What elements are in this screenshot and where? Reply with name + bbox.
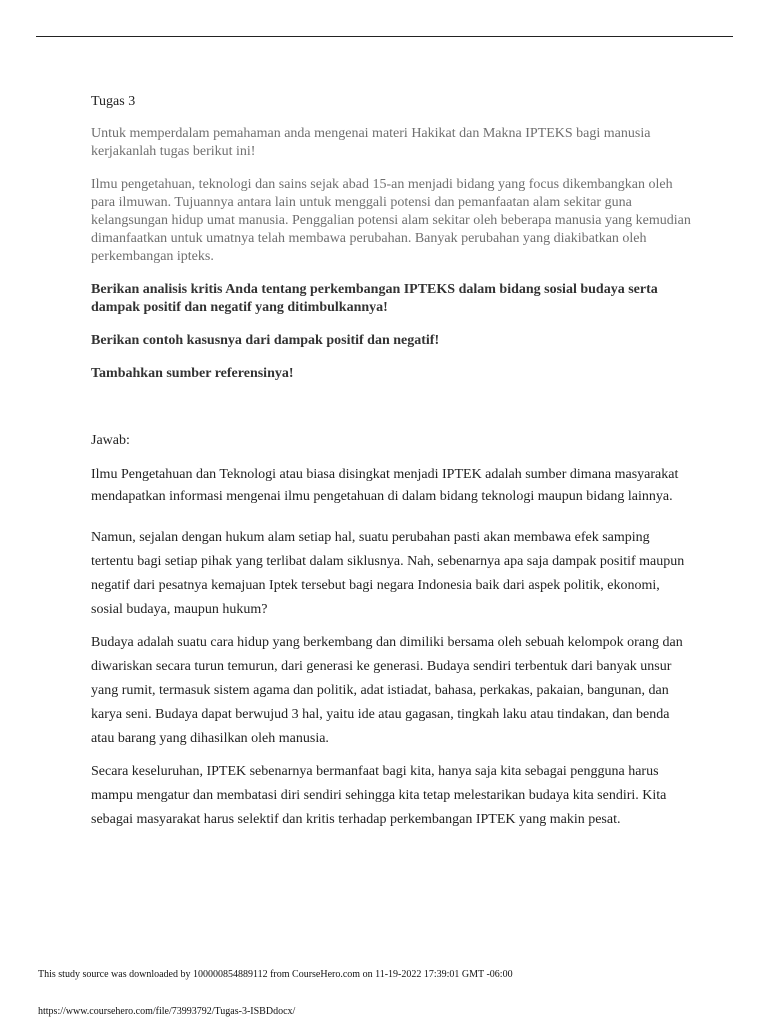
download-source-note: This study source was downloaded by 100000854889112 from CourseHero.com on 11-19-2022 17:39:01 GMT -06:00 bbox=[38, 969, 513, 980]
context-paragraph: Ilmu pengetahuan, teknologi dan sains sejak abad 15-an menjadi bidang yang focus dikembangkan oleh para ilmuwan. Tujuannya antara lain untuk menggali potensi dan pemanfaatan alam sekitar guna kelangsungan hidup umat manusia. Penggalian potensi alam sekitar oleh beberapa manusia yang kemudian dimanfaatkan untuk umatnya telah membawa perubahan. Banyak perubahan yang diakibatkan oleh perkembangan ipteks. bbox=[91, 177, 691, 264]
document-title: Tugas 3 bbox=[91, 94, 136, 109]
top-divider bbox=[36, 36, 733, 37]
answer-paragraph-4: Secara keseluruhan, IPTEK sebenarnya bermanfaat bagi kita, hanya saja kita sebagai pengguna harus mampu mengatur dan membatasi diri sendiri sehingga kita tetap melestarikan budaya kita sendiri. Kita sebagai masyarakat harus selektif dan kritis terhadap perkembangan IPTEK yang makin pesat. bbox=[91, 764, 667, 827]
document-body bbox=[91, 92, 691, 841]
answer-paragraph-2: Namun, sejalan dengan hukum alam setiap hal, suatu perubahan pasti akan membawa efek samping tertentu bagi setiap pihak yang terlibat dalam siklusnya. Nah, sebenarnya apa saja dampak positif maupun negatif dari pesatnya kemajuan Iptek tersebut bagi negara Indonesia baik dari aspek politik, ekonomi, sosial budaya, maupun hukum? bbox=[91, 530, 685, 617]
section-spacer bbox=[91, 398, 691, 432]
intro-paragraph: Untuk memperdalam pemahaman anda mengenai materi Hakikat dan Makna IPTEKS bagi manusia kerjakanlah tugas berikut ini! bbox=[91, 126, 651, 159]
question-2: Berikan contoh kasusnya dari dampak positif dan negatif! bbox=[91, 333, 440, 348]
answer-label: Jawab: bbox=[91, 433, 130, 448]
answer-paragraph-3: Budaya adalah suatu cara hidup yang berkembang dan dimiliki bersama oleh sebuah kelompok orang dan diwariskan secara turun temurun, dari generasi ke generasi. Budaya sendiri terbentuk dari banyak unsur yang rumit, termasuk sistem agama dan politik, adat istiadat, bahasa, perkakas, pakaian, bangunan, dan karya seni. Budaya dapat berwujud 3 hal, yaitu ide atau gagasan, tingkah laku atau tindakan, dan benda atau barang yang dihasilkan oleh manusia. bbox=[91, 635, 683, 746]
source-url[interactable]: https://www.coursehero.com/file/73993792/Tugas-3-ISBDdocx/ bbox=[38, 1006, 296, 1017]
question-3: Tambahkan sumber referensinya! bbox=[91, 366, 294, 381]
question-1: Berikan analisis kritis Anda tentang perkembangan IPTEKS dalam bidang sosial budaya serta dampak positif dan negatif yang ditimbulkannya! bbox=[91, 282, 658, 315]
answer-paragraph-1: Ilmu Pengetahuan dan Teknologi atau biasa disingkat menjadi IPTEK adalah sumber dimana masyarakat mendapatkan informasi mengenai ilmu pengetahuan di dalam bidang teknologi maupun bidang lainnya. bbox=[91, 467, 679, 504]
